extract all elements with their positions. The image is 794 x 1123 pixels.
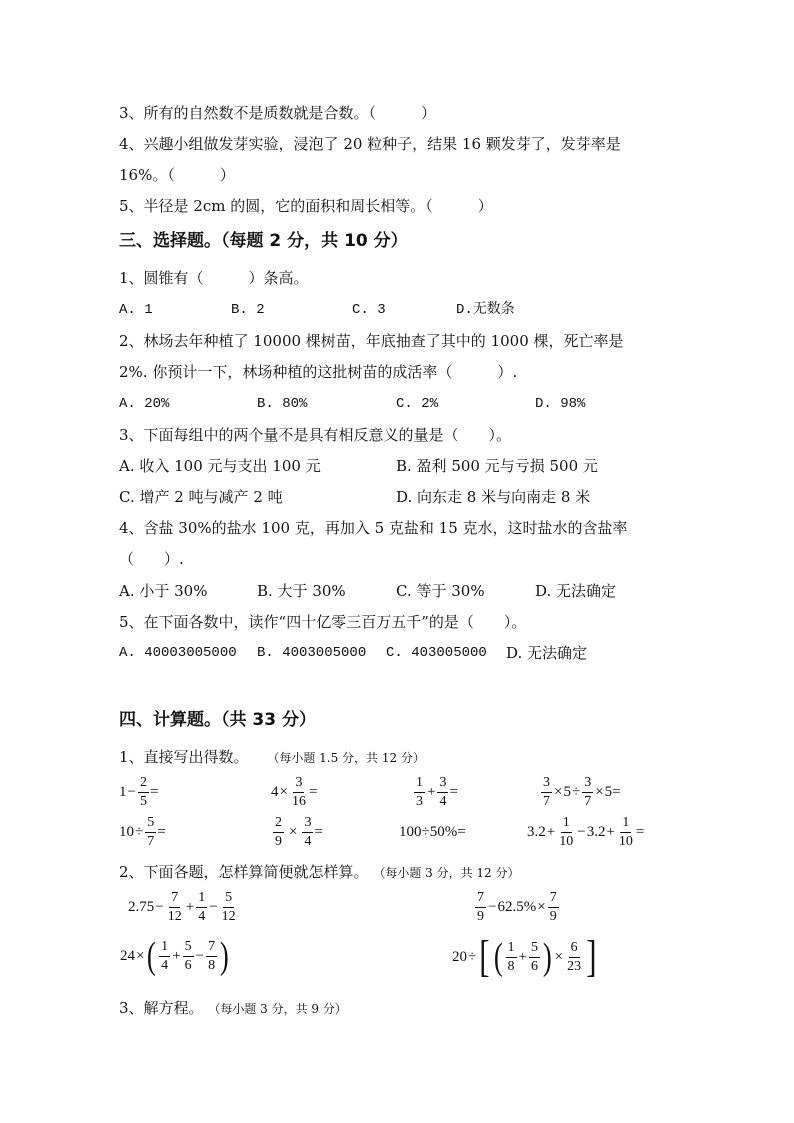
denominator: 4: [439, 794, 447, 809]
choice-q5-option-c: C. 403005000: [386, 645, 487, 661]
expr-24-times-paren: [120, 936, 231, 976]
right-paren: ): [542, 936, 552, 978]
op: −: [195, 947, 205, 964]
numerator: 3: [302, 814, 313, 833]
choice-q4-stem-line1: 4、含盐 30%的盐水 100 克，再加入 5 克盐和 15 克水，这时盐水的含盐率: [119, 519, 628, 537]
denominator: 12: [167, 909, 182, 924]
denominator: 7: [584, 794, 592, 809]
expr-3-2-plus-1-10: [527, 814, 644, 851]
numerator: 2: [138, 774, 149, 793]
choice-q3-stem: 3、下面每组中的两个量不是具有相反意义的量是（ ）。: [119, 426, 512, 444]
numerator: 5: [183, 938, 194, 957]
denominator: 4: [198, 909, 206, 924]
denominator: 6: [531, 958, 539, 974]
op: =: [157, 824, 166, 840]
op: −: [209, 899, 218, 915]
choice-q2-option-c: C. 2%: [396, 396, 439, 412]
expr-1-3-plus-3-4: [413, 774, 458, 811]
denominator: 3: [416, 794, 423, 809]
choice-q3-option-c: C. 增产 2 吨与减产 2 吨: [119, 488, 283, 506]
choice-q3-option-d: D. 向东走 8 米与向南走 8 米: [396, 488, 591, 506]
tf-question-4-line1: 4、兴趣小组做发芽实验，浸泡了 20 粒种子，结果 16 颗发芽了，发芽率是: [119, 135, 621, 153]
fraction: [145, 814, 156, 851]
fraction: [220, 889, 238, 926]
numerator: 3: [437, 774, 448, 793]
op: ×: [537, 899, 546, 915]
op: ×: [554, 948, 564, 965]
op: ×: [554, 784, 563, 800]
num: 3.2: [586, 824, 606, 840]
numerator: 3: [293, 774, 304, 793]
calc-q2-text: 2、下面各题，怎样算简便就怎样算。: [119, 863, 369, 881]
calc-q1-text: 1、直接写出得数。: [119, 748, 249, 766]
expr-2-9-times-3-4: [272, 814, 323, 851]
choice-q2-stem-line1: 2、林场去年种植了 10000 棵树苗，年底抽查了其中的 1000 棵，死亡率是: [119, 332, 624, 350]
choice-q4-stem-line2: （ ）.: [119, 550, 184, 568]
numerator: 7: [548, 889, 559, 908]
op: +: [172, 947, 181, 964]
choice-heading: 三、选择题。（每题 2 分，共 10 分）: [119, 231, 408, 251]
denominator: 23: [567, 958, 582, 974]
fraction: [302, 814, 313, 851]
expr-4-times-3-16: [271, 774, 317, 811]
op: =: [612, 784, 621, 800]
num: 5: [563, 784, 571, 800]
left-bracket: [: [479, 932, 490, 981]
expr-100-div-50pct: [399, 824, 466, 841]
choice-q1-stem: 1、圆锥有（ ）条高。: [119, 269, 309, 287]
num: 2.75: [128, 899, 155, 915]
op: +: [427, 784, 436, 800]
tf-question-3: 3、所有的自然数不是质数就是合数。（ ）: [119, 104, 437, 122]
calc-q2-note: （每小题 3 分，共 12 分）: [373, 866, 520, 880]
op: +: [546, 824, 556, 840]
fraction: [159, 938, 170, 975]
numerator: 3: [541, 774, 552, 793]
numerator: 7: [206, 938, 217, 957]
op: +: [518, 948, 528, 965]
expr-1-minus-2-5: [119, 774, 158, 811]
expr-10-div-5-7: [119, 814, 166, 851]
num: 5: [604, 784, 613, 800]
numerator: 1: [159, 938, 170, 957]
numerator: 6: [569, 939, 580, 958]
choice-q3-option-a: A. 收入 100 元与支出 100 元: [119, 457, 321, 475]
fraction: [166, 889, 184, 926]
op: −: [577, 824, 586, 840]
calc-q3-note: （每小题 3 分，共 9 分）: [208, 1002, 347, 1016]
expr-20-div-bracket: [452, 934, 599, 980]
op: ×: [595, 784, 604, 800]
op: ÷: [135, 824, 144, 840]
choice-q5-option-b: B. 4003005000: [257, 645, 367, 661]
op: =: [149, 784, 159, 800]
fraction: [414, 774, 425, 811]
expression-text: 100÷50%=: [399, 824, 466, 840]
choice-q2-option-d: D. 98%: [535, 396, 586, 412]
op: =: [308, 784, 318, 800]
choice-q4-option-a: A. 小于 30%: [119, 582, 208, 600]
choice-q4-option-b: B. 大于 30%: [257, 582, 346, 600]
choice-q2-option-b: B. 80%: [257, 396, 308, 412]
op: ÷: [468, 948, 477, 965]
choice-q4-option-d: D. 无法确定: [535, 582, 617, 600]
choice-q3-option-b: B. 盈利 500 元与亏损 500 元: [396, 457, 598, 475]
expr-7-9-minus-62-5pct-times-7-9: [474, 889, 560, 926]
choice-q2-stem-line2: 2%. 你预计一下，林场种植的这批树苗的成活率（ ）.: [119, 363, 518, 381]
denominator: 10: [559, 834, 574, 849]
denominator: 16: [291, 794, 306, 809]
denominator: 8: [507, 958, 515, 974]
fraction: [617, 814, 635, 851]
fraction: [557, 814, 575, 851]
numerator: 1: [196, 889, 207, 908]
denominator: 9: [549, 909, 557, 924]
fraction: [548, 889, 559, 926]
fraction: [273, 814, 284, 851]
calc-heading: 四、计算题。（共 33 分）: [119, 710, 316, 730]
fraction: [196, 889, 207, 926]
choice-q1-option-d: D.无数条: [456, 302, 515, 318]
left-paren: (: [147, 935, 157, 977]
num: 3.2: [527, 824, 546, 840]
denominator: 7: [543, 794, 550, 809]
numerator: 1: [561, 814, 572, 833]
numerator: 7: [475, 889, 486, 908]
choice-q1-option-a: A. 1: [119, 302, 153, 318]
op: −: [155, 899, 164, 915]
left-paren: (: [493, 936, 503, 978]
choice-q2-option-a: A. 20%: [119, 396, 170, 412]
fraction: [206, 938, 217, 975]
op: +: [185, 899, 195, 915]
calc-q1-note: （每小题 1.5 分，共 12 分）: [267, 751, 425, 765]
op: =: [449, 784, 458, 800]
fraction: [475, 889, 486, 926]
choice-q5-option-a: A. 40003005000: [119, 645, 237, 661]
fraction: [506, 939, 517, 976]
op: ×: [289, 824, 298, 840]
fraction: [183, 938, 194, 975]
fraction: [437, 774, 448, 811]
calc-q1-stem: [119, 747, 425, 768]
numerator: 5: [529, 939, 540, 958]
choice-q5-option-d: D. 无法确定: [506, 644, 588, 662]
num: 24: [120, 947, 135, 964]
expr-2-75-minus-7-12-plus-1-4-minus-5-12: [128, 889, 239, 926]
choice-q1-option-b: B. 2: [231, 302, 265, 318]
op: −: [488, 899, 497, 915]
choice-q1-option-c: C. 3: [352, 302, 386, 318]
calc-q3-text: 3、解方程。: [119, 999, 204, 1017]
denominator: 4: [304, 834, 312, 849]
fraction: [138, 774, 149, 811]
numerator: 1: [620, 814, 631, 833]
denominator: 9: [275, 834, 282, 849]
num: 20: [452, 948, 467, 965]
numerator: 7: [169, 889, 180, 908]
right-bracket: ]: [586, 932, 597, 981]
op: ÷: [571, 784, 581, 800]
tf-question-5: 5、半径是 2cm 的圆，它的面积和周长相等。（ ）: [119, 197, 493, 215]
tf-question-4-line2: 16%。（ ）: [119, 166, 235, 184]
num: 1: [119, 784, 127, 800]
numerator: 1: [506, 939, 517, 958]
choice-q4-option-c: C. 等于 30%: [396, 582, 485, 600]
denominator: 5: [139, 794, 147, 809]
fraction: [582, 774, 593, 811]
denominator: 4: [161, 957, 169, 973]
denominator: 12: [221, 909, 236, 924]
choice-q5-stem: 5、在下面各数中，读作“四十亿零三百万五千”的是（ ）。: [119, 613, 527, 631]
calc-q3-stem: [119, 998, 347, 1019]
op: =: [314, 824, 323, 840]
numerator: 2: [273, 814, 284, 833]
op: ×: [279, 784, 288, 800]
right-paren: ): [219, 935, 229, 977]
denominator: 10: [618, 834, 633, 849]
op: −: [127, 784, 136, 800]
op: +: [606, 824, 615, 840]
fraction: [541, 774, 552, 811]
denominator: 9: [477, 909, 484, 924]
num: 4: [271, 784, 279, 800]
op: =: [635, 824, 645, 840]
denominator: 7: [147, 834, 155, 849]
op: ×: [136, 947, 145, 964]
denominator: 8: [208, 957, 216, 973]
denominator: 6: [184, 957, 192, 973]
num: 10: [119, 824, 134, 840]
numerator: 5: [223, 889, 234, 908]
numerator: 5: [145, 814, 156, 833]
num: 62.5%: [497, 899, 537, 915]
expr-3-7-times-5-div-3-7-times-5: [540, 774, 621, 811]
numerator: 1: [414, 774, 425, 793]
numerator: 3: [582, 774, 593, 793]
fraction: [565, 939, 583, 976]
fraction: [529, 939, 540, 976]
calc-q2-stem: [119, 862, 520, 883]
fraction: [290, 774, 308, 811]
